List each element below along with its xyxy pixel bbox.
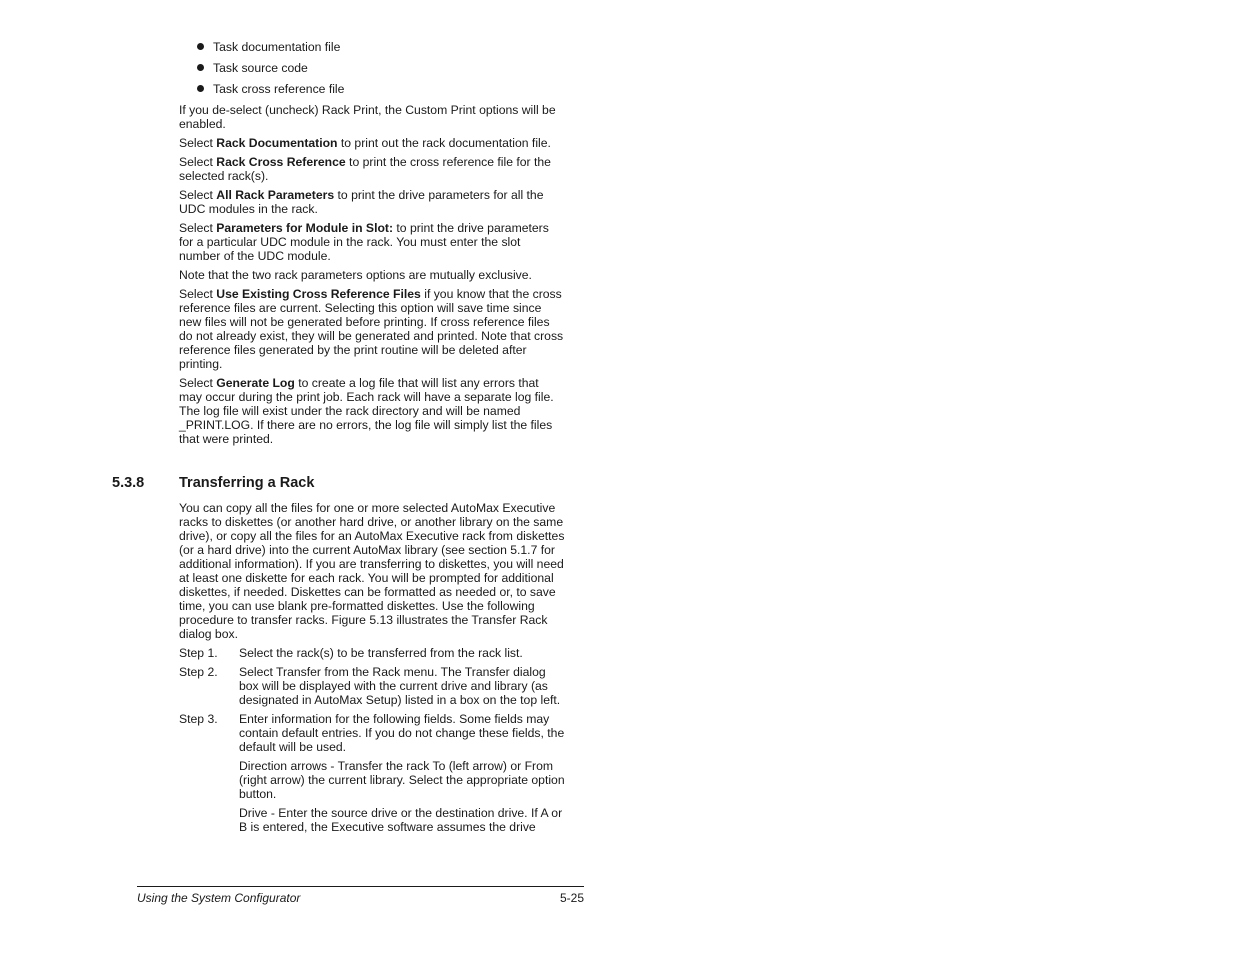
step-label: Step 2. bbox=[179, 665, 218, 679]
list-item: Task documentation file bbox=[179, 40, 565, 54]
deselect-paragraph: If you de-select (uncheck) Rack Print, the Custom Print options will be enabled. bbox=[179, 103, 556, 131]
footer-page-number: 5-25 bbox=[559, 891, 584, 905]
step-3 bbox=[179, 712, 565, 754]
bullet-icon bbox=[197, 43, 204, 50]
intro-paragraph: You can copy all the files for one or more selected AutoMax Executive racks to diskettes (or another hard drive, or another library on the same drive), or copy all the files for an AutoMax Executive rack from diskettes (or a hard drive) into the current AutoMax library (see section 5.1.7 for additional information). If you are transferring to diskettes, you will need at least one diskette for each rack. You will be prompted for additional diskettes, if needed. Diskettes can be formatted as needed or, to save time, you can use blank pre-formatted diskettes. Use the following procedure to transfer racks. Figure 5.13 illustrates the Transfer Rack dialog box. bbox=[179, 501, 565, 641]
drive-paragraph: Drive - Enter the source drive or the destination drive. If A or B is entered, the Executive software assumes the drive bbox=[239, 806, 563, 834]
section-title: Transferring a Rack bbox=[179, 475, 315, 491]
print-items-list bbox=[179, 40, 565, 96]
generate-log-paragraph: Select Generate Log to create a log file that will list any errors that may occur during the print job. Each rack will have a separate log file. The log file will exist under the rack directory and will be named _PRINT.LOG. If there are no errors, the log file will simply list the files that were printed. bbox=[179, 376, 554, 446]
list-item: Task source code bbox=[179, 61, 565, 75]
lower-column bbox=[179, 501, 565, 839]
footer-divider bbox=[137, 886, 584, 887]
all-rack-parameters-paragraph: Select All Rack Parameters to print the drive parameters for all the UDC modules in the rack. bbox=[179, 188, 544, 216]
rack-cross-reference-paragraph: Select Rack Cross Reference to print the cross reference file for the selected rack(s). bbox=[179, 155, 551, 183]
step-text: Select Transfer from the Rack menu. The Transfer dialog box will be displayed with the current drive and library (as designated in AutoMax Setup) listed in a box on the top left. bbox=[239, 665, 561, 707]
step-label: Step 3. bbox=[179, 712, 218, 726]
bullet-icon bbox=[197, 85, 204, 92]
rack-documentation-paragraph: Select Rack Documentation to print out the rack documentation file. bbox=[179, 136, 551, 150]
list-item: Task cross reference file bbox=[179, 82, 565, 96]
exclusive-note-paragraph: Note that the two rack parameters options are mutually exclusive. bbox=[179, 268, 532, 282]
bullet-icon bbox=[197, 64, 204, 71]
step-text: Enter information for the following fields. Some fields may contain default entries. If you do not change these fields, the default will be used. bbox=[239, 712, 565, 754]
module-parameters-paragraph: Select Parameters for Module in Slot: to print the drive parameters for a particular UDC module in the rack. You must enter the slot number of the UDC module. bbox=[179, 221, 549, 263]
upper-column bbox=[179, 40, 565, 451]
footer-chapter-title: Using the System Configurator bbox=[137, 891, 301, 905]
step-label: Step 1. bbox=[179, 646, 218, 660]
step-text: Select the rack(s) to be transferred from the rack list. bbox=[239, 646, 523, 660]
direction-arrows-paragraph: Direction arrows - Transfer the rack To (left arrow) or From (right arrow) the current library. Select the appropriate option button. bbox=[239, 759, 565, 801]
section-number: 5.3.8 bbox=[112, 475, 145, 491]
step-1 bbox=[179, 646, 565, 660]
step-2 bbox=[179, 665, 565, 707]
existing-xref-paragraph: Select Use Existing Cross Reference Files if you know that the cross reference files are current. Selecting this option will save time since new files will not be generated before printing. If cross reference files do not already exist, they will be generated and printed. Note that cross reference files generated by the print routine will be deleted after printing. bbox=[179, 287, 564, 371]
